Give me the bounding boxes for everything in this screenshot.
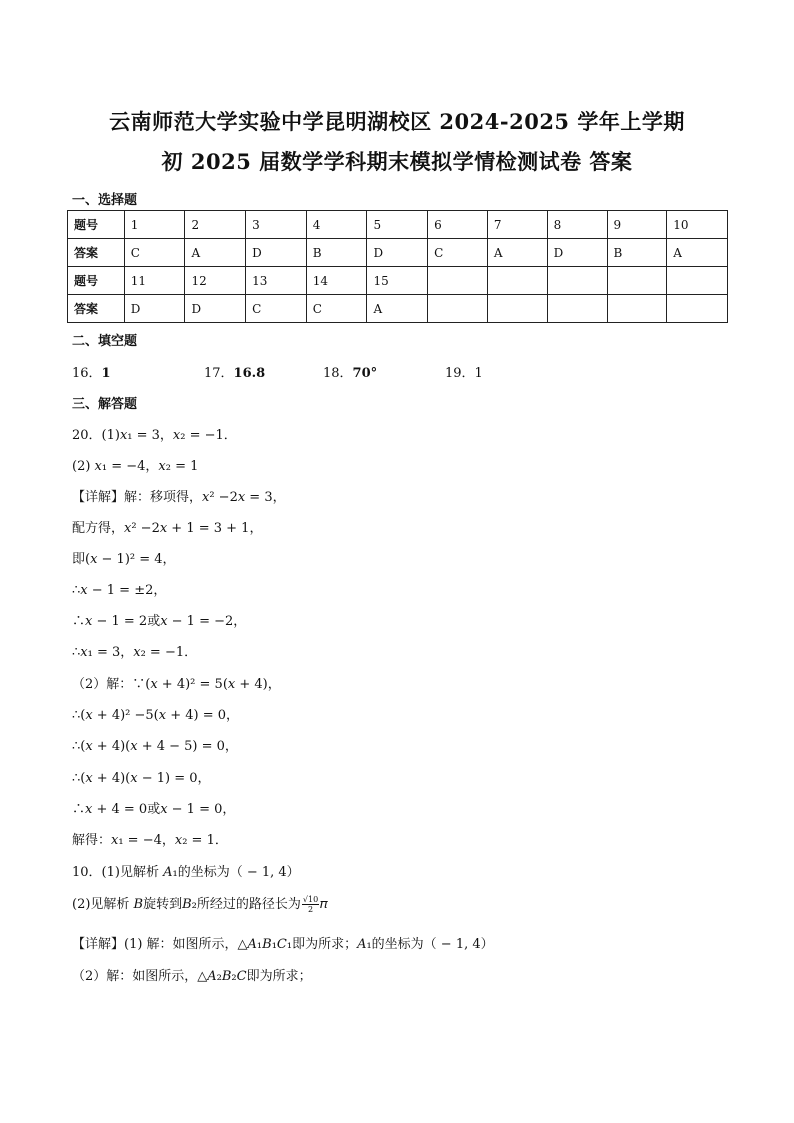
table-cell (428, 295, 488, 323)
fill-number: 17． (204, 366, 234, 381)
table-cell: A (487, 239, 547, 267)
solution-line: ∴𝑥 − 1 = ±2， (72, 583, 167, 598)
solution-line: 10．(1)见解析 𝐴₁的坐标为（ − 1, 4） (72, 865, 300, 880)
fill-answer-17 (204, 362, 265, 381)
fill-answer-18 (323, 362, 377, 381)
section-heading-fill: 二、填空题 (72, 334, 138, 349)
solution-line: ∴𝑥 + 4 = 0或𝑥 − 1 = 0， (72, 802, 236, 817)
table-cell (487, 267, 547, 295)
fill-number: 16． (72, 366, 102, 381)
table-row (68, 267, 728, 295)
table-cell: 7 (487, 211, 547, 239)
table-cell: 9 (607, 211, 667, 239)
fill-answer: 1 (474, 366, 483, 381)
table-cell: B (607, 239, 667, 267)
table-row (68, 211, 728, 239)
table-cell: 8 (547, 211, 607, 239)
solution-line: 配方得，𝑥² −2𝑥 + 1 = 3 + 1， (72, 521, 263, 536)
table-cell: D (185, 295, 246, 323)
table-cell: 4 (306, 211, 367, 239)
fill-number: 19． (445, 366, 475, 381)
table-cell: 12 (185, 267, 246, 295)
fraction (302, 895, 319, 914)
solution-line: ∴𝑥₁ = 3，𝑥₂ = −1． (72, 645, 198, 660)
table-cell: C (428, 239, 488, 267)
solution-line-path-length (72, 893, 328, 914)
pi-symbol: 𝜋 (320, 897, 328, 912)
fill-answer-19 (445, 362, 483, 381)
table-cell: C (246, 295, 307, 323)
section-heading-solve: 三、解答题 (72, 397, 138, 412)
solution-line: ∴(𝑥 + 4)(𝑥 − 1) = 0， (72, 771, 211, 786)
table-cell-label: 答案 (68, 295, 125, 323)
table-cell (547, 295, 607, 323)
table-cell: 1 (124, 211, 185, 239)
table-cell: D (547, 239, 607, 267)
table-cell: 15 (367, 267, 428, 295)
table-cell (607, 267, 667, 295)
solution-line: 20．(1)𝑥₁ = 3，𝑥₂ = −1． (72, 428, 237, 443)
table-cell: 6 (428, 211, 488, 239)
solution-line: 【详解】(1) 解：如图所示，△𝐴₁𝐵₁𝐶₁即为所求；𝐴₁的坐标为（ − 1, 4） (72, 937, 494, 952)
solution-line: （2）解：∵(𝑥 + 4)² = 5(𝑥 + 4)， (72, 677, 281, 692)
table-cell: D (124, 295, 185, 323)
table-cell: A (367, 295, 428, 323)
fill-answer: 1 (101, 366, 111, 381)
table-cell: 3 (246, 211, 307, 239)
table-cell: 13 (246, 267, 307, 295)
table-cell: D (367, 239, 428, 267)
table-cell (667, 295, 728, 323)
document-title-line-1: 云南师范大学实验中学昆明湖校区 2024-2025 学年上学期 (109, 109, 685, 134)
table-cell: 11 (124, 267, 185, 295)
table-cell: A (185, 239, 246, 267)
solution-text: (2)见解析 𝐵旋转到𝐵₂所经过的路径长为 (72, 897, 301, 912)
table-cell: B (306, 239, 367, 267)
fill-number: 18． (323, 366, 353, 381)
table-cell: 14 (306, 267, 367, 295)
document-title-line-2: 初 2025 届数学学科期末模拟学情检测试卷 答案 (161, 149, 633, 174)
table-cell (667, 267, 728, 295)
table-cell-label: 题号 (68, 267, 125, 295)
fill-answer-16 (72, 362, 111, 381)
solution-line: 【详解】解：移项得，𝑥² −2𝑥 = 3， (72, 490, 286, 505)
fill-answer: 70° (352, 366, 378, 381)
table-cell: 5 (367, 211, 428, 239)
solution-line: ∴𝑥 − 1 = 2或𝑥 − 1 = −2， (72, 614, 247, 629)
choice-answer-table (67, 210, 728, 323)
solution-line: (2) 𝑥₁ = −4，𝑥₂ = 1 (72, 459, 199, 474)
table-cell: D (246, 239, 307, 267)
table-cell-label: 答案 (68, 239, 125, 267)
table-cell: A (667, 239, 728, 267)
solution-line: （2）解：如图所示，△𝐴₂𝐵₂𝐶即为所求； (72, 969, 312, 984)
table-row (68, 239, 728, 267)
fill-answer: 16.8 (233, 366, 266, 381)
table-cell: 10 (667, 211, 728, 239)
table-cell: C (306, 295, 367, 323)
solution-line: ∴(𝑥 + 4)² −5(𝑥 + 4) = 0， (72, 708, 240, 723)
table-row (68, 295, 728, 323)
solution-line: 解得：𝑥₁ = −4，𝑥₂ = 1． (72, 833, 228, 848)
fraction-denominator: 2 (307, 905, 314, 914)
fraction-numerator: √10 (302, 895, 319, 904)
table-cell-label: 题号 (68, 211, 125, 239)
table-cell (547, 267, 607, 295)
section-heading-choice: 一、选择题 (72, 193, 138, 208)
solution-line: ∴(𝑥 + 4)(𝑥 + 4 − 5) = 0， (72, 739, 238, 754)
table-cell: 2 (185, 211, 246, 239)
table-cell: C (124, 239, 185, 267)
table-cell (607, 295, 667, 323)
table-cell (428, 267, 488, 295)
table-cell (487, 295, 547, 323)
solution-line: 即(𝑥 − 1)² = 4， (72, 552, 176, 567)
